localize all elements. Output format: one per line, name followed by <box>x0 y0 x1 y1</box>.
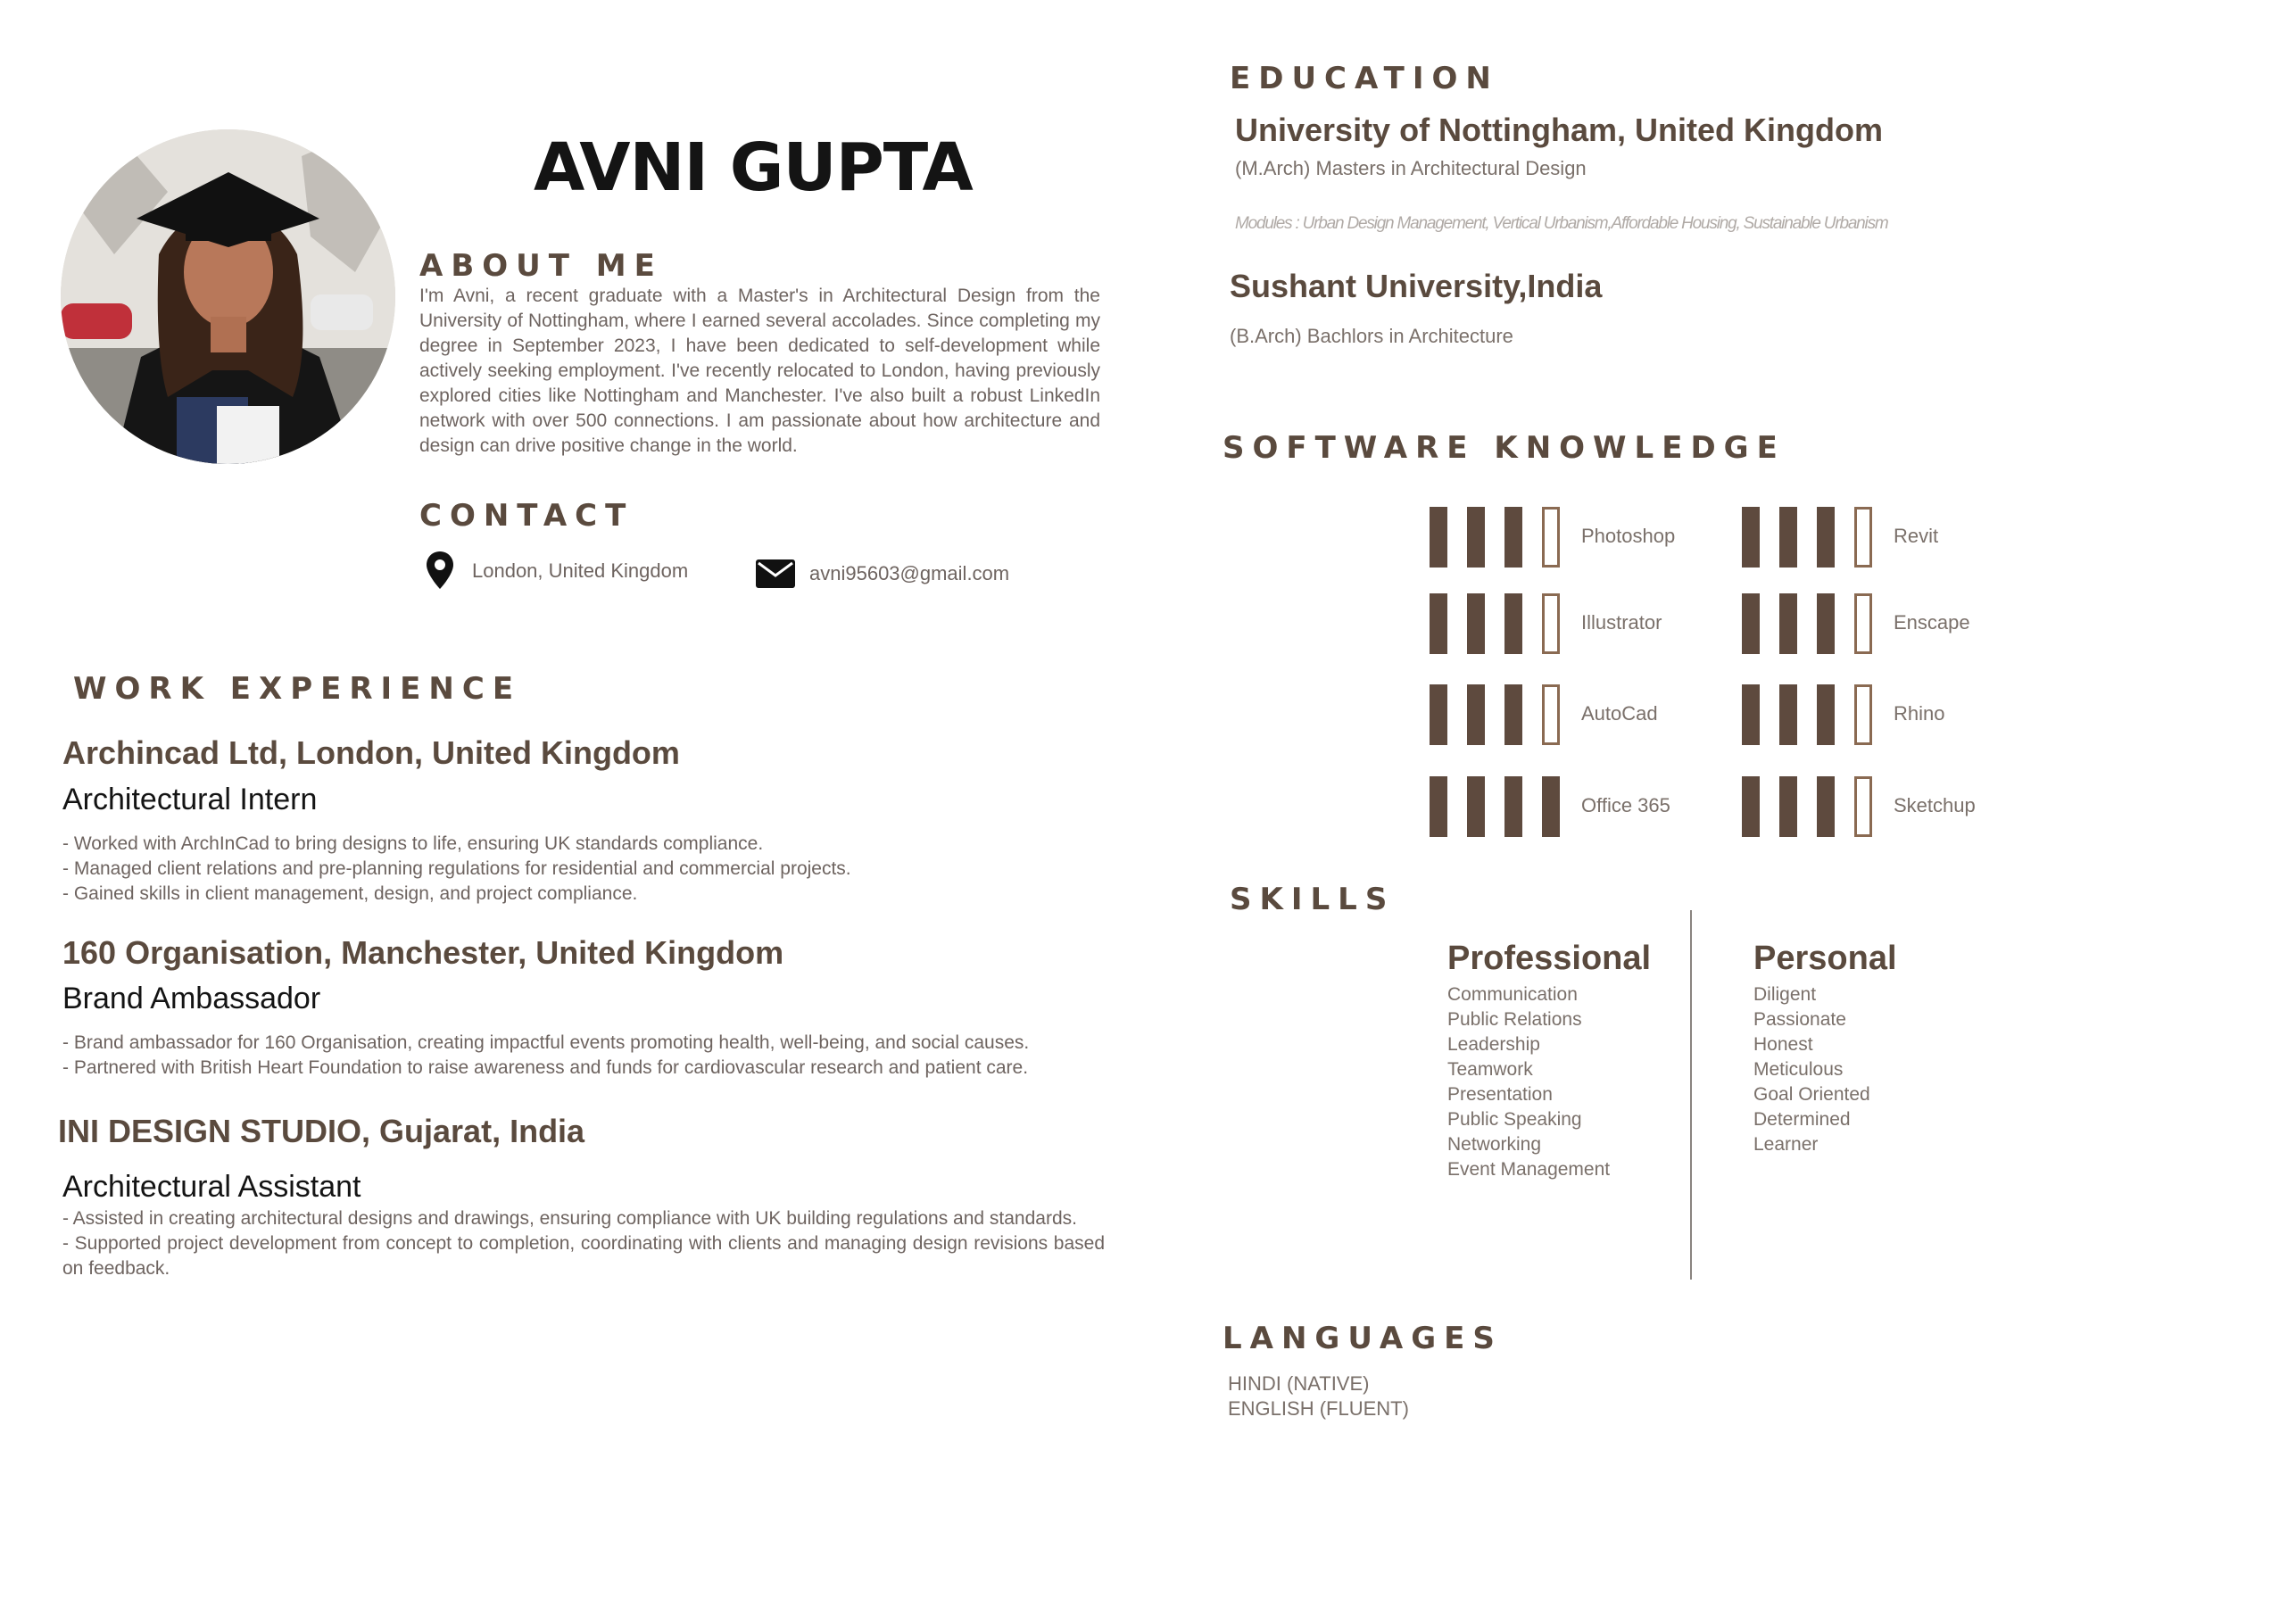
skill-level-empty-bar <box>1542 593 1560 654</box>
skill-level-filled-bar <box>1542 776 1560 837</box>
mail-icon <box>756 559 795 592</box>
skill-level-filled-bar <box>1430 776 1447 837</box>
about-heading: ABOUT ME <box>419 248 663 284</box>
job-bullet: - Worked with ArchInCad to bring designs to life, ensuring UK standards compliance. <box>62 833 764 854</box>
skill-level-filled-bar <box>1504 776 1522 837</box>
software-name: Sketchup <box>1894 794 1976 816</box>
contact-email[interactable]: avni95603@gmail.com <box>809 562 1010 584</box>
skill-level-filled-bar <box>1467 776 1485 837</box>
skill-item: Determined <box>1753 1109 1851 1130</box>
languages-list <box>1228 1371 1409 1421</box>
job-description <box>62 1206 1105 1281</box>
skill-item: Diligent <box>1753 984 1817 1005</box>
skill-item: Event Management <box>1447 1159 1611 1180</box>
job-role: Architectural Intern <box>62 783 318 816</box>
skill-level-filled-bar <box>1467 684 1485 745</box>
professional-skills-heading: Professional <box>1447 940 1652 977</box>
skill-item: Communication <box>1447 984 1578 1005</box>
software-name: Revit <box>1894 525 1939 547</box>
language-item: HINDI (NATIVE) <box>1228 1372 1370 1395</box>
software-name: Illustrator <box>1581 611 1662 634</box>
skill-level-filled-bar <box>1430 684 1447 745</box>
graduate-portrait-image <box>61 129 395 464</box>
skill-level-filled-bar <box>1467 593 1485 654</box>
skill-level-filled-bar <box>1779 593 1797 654</box>
skill-level-filled-bar <box>1742 593 1760 654</box>
skill-item: Leadership <box>1447 1034 1540 1055</box>
skill-level-filled-bar <box>1504 684 1522 745</box>
personal-skills-heading: Personal <box>1753 940 1897 977</box>
skill-level-filled-bar <box>1742 684 1760 745</box>
software-name: Photoshop <box>1581 525 1676 547</box>
skill-level-filled-bar <box>1817 776 1835 837</box>
skills-divider <box>1690 910 1692 1280</box>
contact-heading: CONTACT <box>419 498 634 534</box>
skill-level-filled-bar <box>1742 507 1760 568</box>
education-degree: (M.Arch) Masters in Architectural Design <box>1235 157 1587 179</box>
job-description <box>62 832 1107 907</box>
languages-heading: LANGUAGES <box>1223 1321 1503 1356</box>
skill-item: Passionate <box>1753 1009 1846 1030</box>
software-name: Rhino <box>1894 702 1945 725</box>
language-item: ENGLISH (FLUENT) <box>1228 1397 1409 1420</box>
education-school: Sushant University,India <box>1230 268 1603 304</box>
job-company: 160 Organisation, Manchester, United Kingdom <box>62 934 784 971</box>
job-role: Architectural Assistant <box>62 1170 361 1204</box>
software-name: Office 365 <box>1581 794 1670 816</box>
software-heading: SOFTWARE KNOWLEDGE <box>1223 430 1786 466</box>
skill-level-empty-bar <box>1542 507 1560 568</box>
skill-level-filled-bar <box>1817 684 1835 745</box>
skill-item: Networking <box>1447 1134 1542 1155</box>
location-pin-icon <box>427 551 453 593</box>
skill-level-filled-bar <box>1430 507 1447 568</box>
skill-level-empty-bar <box>1854 684 1872 745</box>
skill-level-filled-bar <box>1504 507 1522 568</box>
skills-heading: SKILLS <box>1230 882 1396 917</box>
skill-item: Honest <box>1753 1034 1813 1055</box>
skill-item: Presentation <box>1447 1084 1553 1105</box>
work-experience-heading: WORK EXPERIENCE <box>73 671 522 707</box>
education-modules: Modules : Urban Design Management, Vertical Urbanism,Affordable Housing, Sustainable Urbanism <box>1235 214 1888 233</box>
job-company: INI DESIGN STUDIO, Gujarat, India <box>58 1113 585 1149</box>
person-name: AVNI GUPTA <box>534 129 973 206</box>
job-bullet: - Gained skills in client management, design, and project compliance. <box>62 883 638 904</box>
profile-photo <box>61 129 395 464</box>
skill-level-empty-bar <box>1854 776 1872 837</box>
skill-level-filled-bar <box>1504 593 1522 654</box>
skill-level-filled-bar <box>1817 593 1835 654</box>
skill-level-filled-bar <box>1779 507 1797 568</box>
skill-level-filled-bar <box>1742 776 1760 837</box>
job-bullet: - Partnered with British Heart Foundation to raise awareness and funds for cardiovascular research and patient care. <box>62 1057 1029 1078</box>
about-text: I'm Avni, a recent graduate with a Master's in Architectural Design from the University of Nottingham, where I earned several accolades. Since completing my degree in September 2023, I have been dedicated to self-development while actively seeking employment. I've recently relocated to London, having previously explored cities like Nottingham and Manchester. I've also built a robust LinkedIn network with over 500 connections. I am passionate about how architecture and design can drive positive change in the world. <box>419 286 1100 456</box>
skill-level-filled-bar <box>1779 684 1797 745</box>
skill-item: Learner <box>1753 1134 1819 1155</box>
contact-location: London, United Kingdom <box>472 559 689 582</box>
skill-level-empty-bar <box>1542 684 1560 745</box>
education-degree: (B.Arch) Bachlors in Architecture <box>1230 325 1513 347</box>
job-bullet: - Supported project development from concept to completion, coordinating with clients and managing design revisions based on feedback. <box>62 1233 1105 1279</box>
skill-item: Teamwork <box>1447 1059 1533 1080</box>
education-school: University of Nottingham, United Kingdom <box>1235 112 1883 148</box>
job-bullet: - Assisted in creating architectural designs and drawings, ensuring compliance with UK building regulations and standards. <box>62 1208 1077 1229</box>
job-description <box>62 1031 1107 1081</box>
personal-skills-list <box>1753 982 1870 1157</box>
skill-item: Public Speaking <box>1447 1109 1582 1130</box>
job-bullet: - Brand ambassador for 160 Organisation, creating impactful events promoting health, well-being, and social causes. <box>62 1032 1030 1053</box>
skill-item: Public Relations <box>1447 1009 1582 1030</box>
job-bullet: - Managed client relations and pre-planning regulations for residential and commercial projects. <box>62 858 851 879</box>
skill-level-empty-bar <box>1854 507 1872 568</box>
skill-level-filled-bar <box>1779 776 1797 837</box>
software-name: Enscape <box>1894 611 1970 634</box>
skill-level-filled-bar <box>1430 593 1447 654</box>
skill-level-filled-bar <box>1467 507 1485 568</box>
job-company: Archincad Ltd, London, United Kingdom <box>62 734 680 771</box>
skill-item: Meticulous <box>1753 1059 1844 1080</box>
professional-skills-list <box>1447 982 1610 1182</box>
skill-item: Goal Oriented <box>1753 1084 1870 1105</box>
job-role: Brand Ambassador <box>62 982 321 1015</box>
skill-level-filled-bar <box>1817 507 1835 568</box>
software-name: AutoCad <box>1581 702 1658 725</box>
skill-level-empty-bar <box>1854 593 1872 654</box>
education-heading: EDUCATION <box>1230 61 1499 96</box>
